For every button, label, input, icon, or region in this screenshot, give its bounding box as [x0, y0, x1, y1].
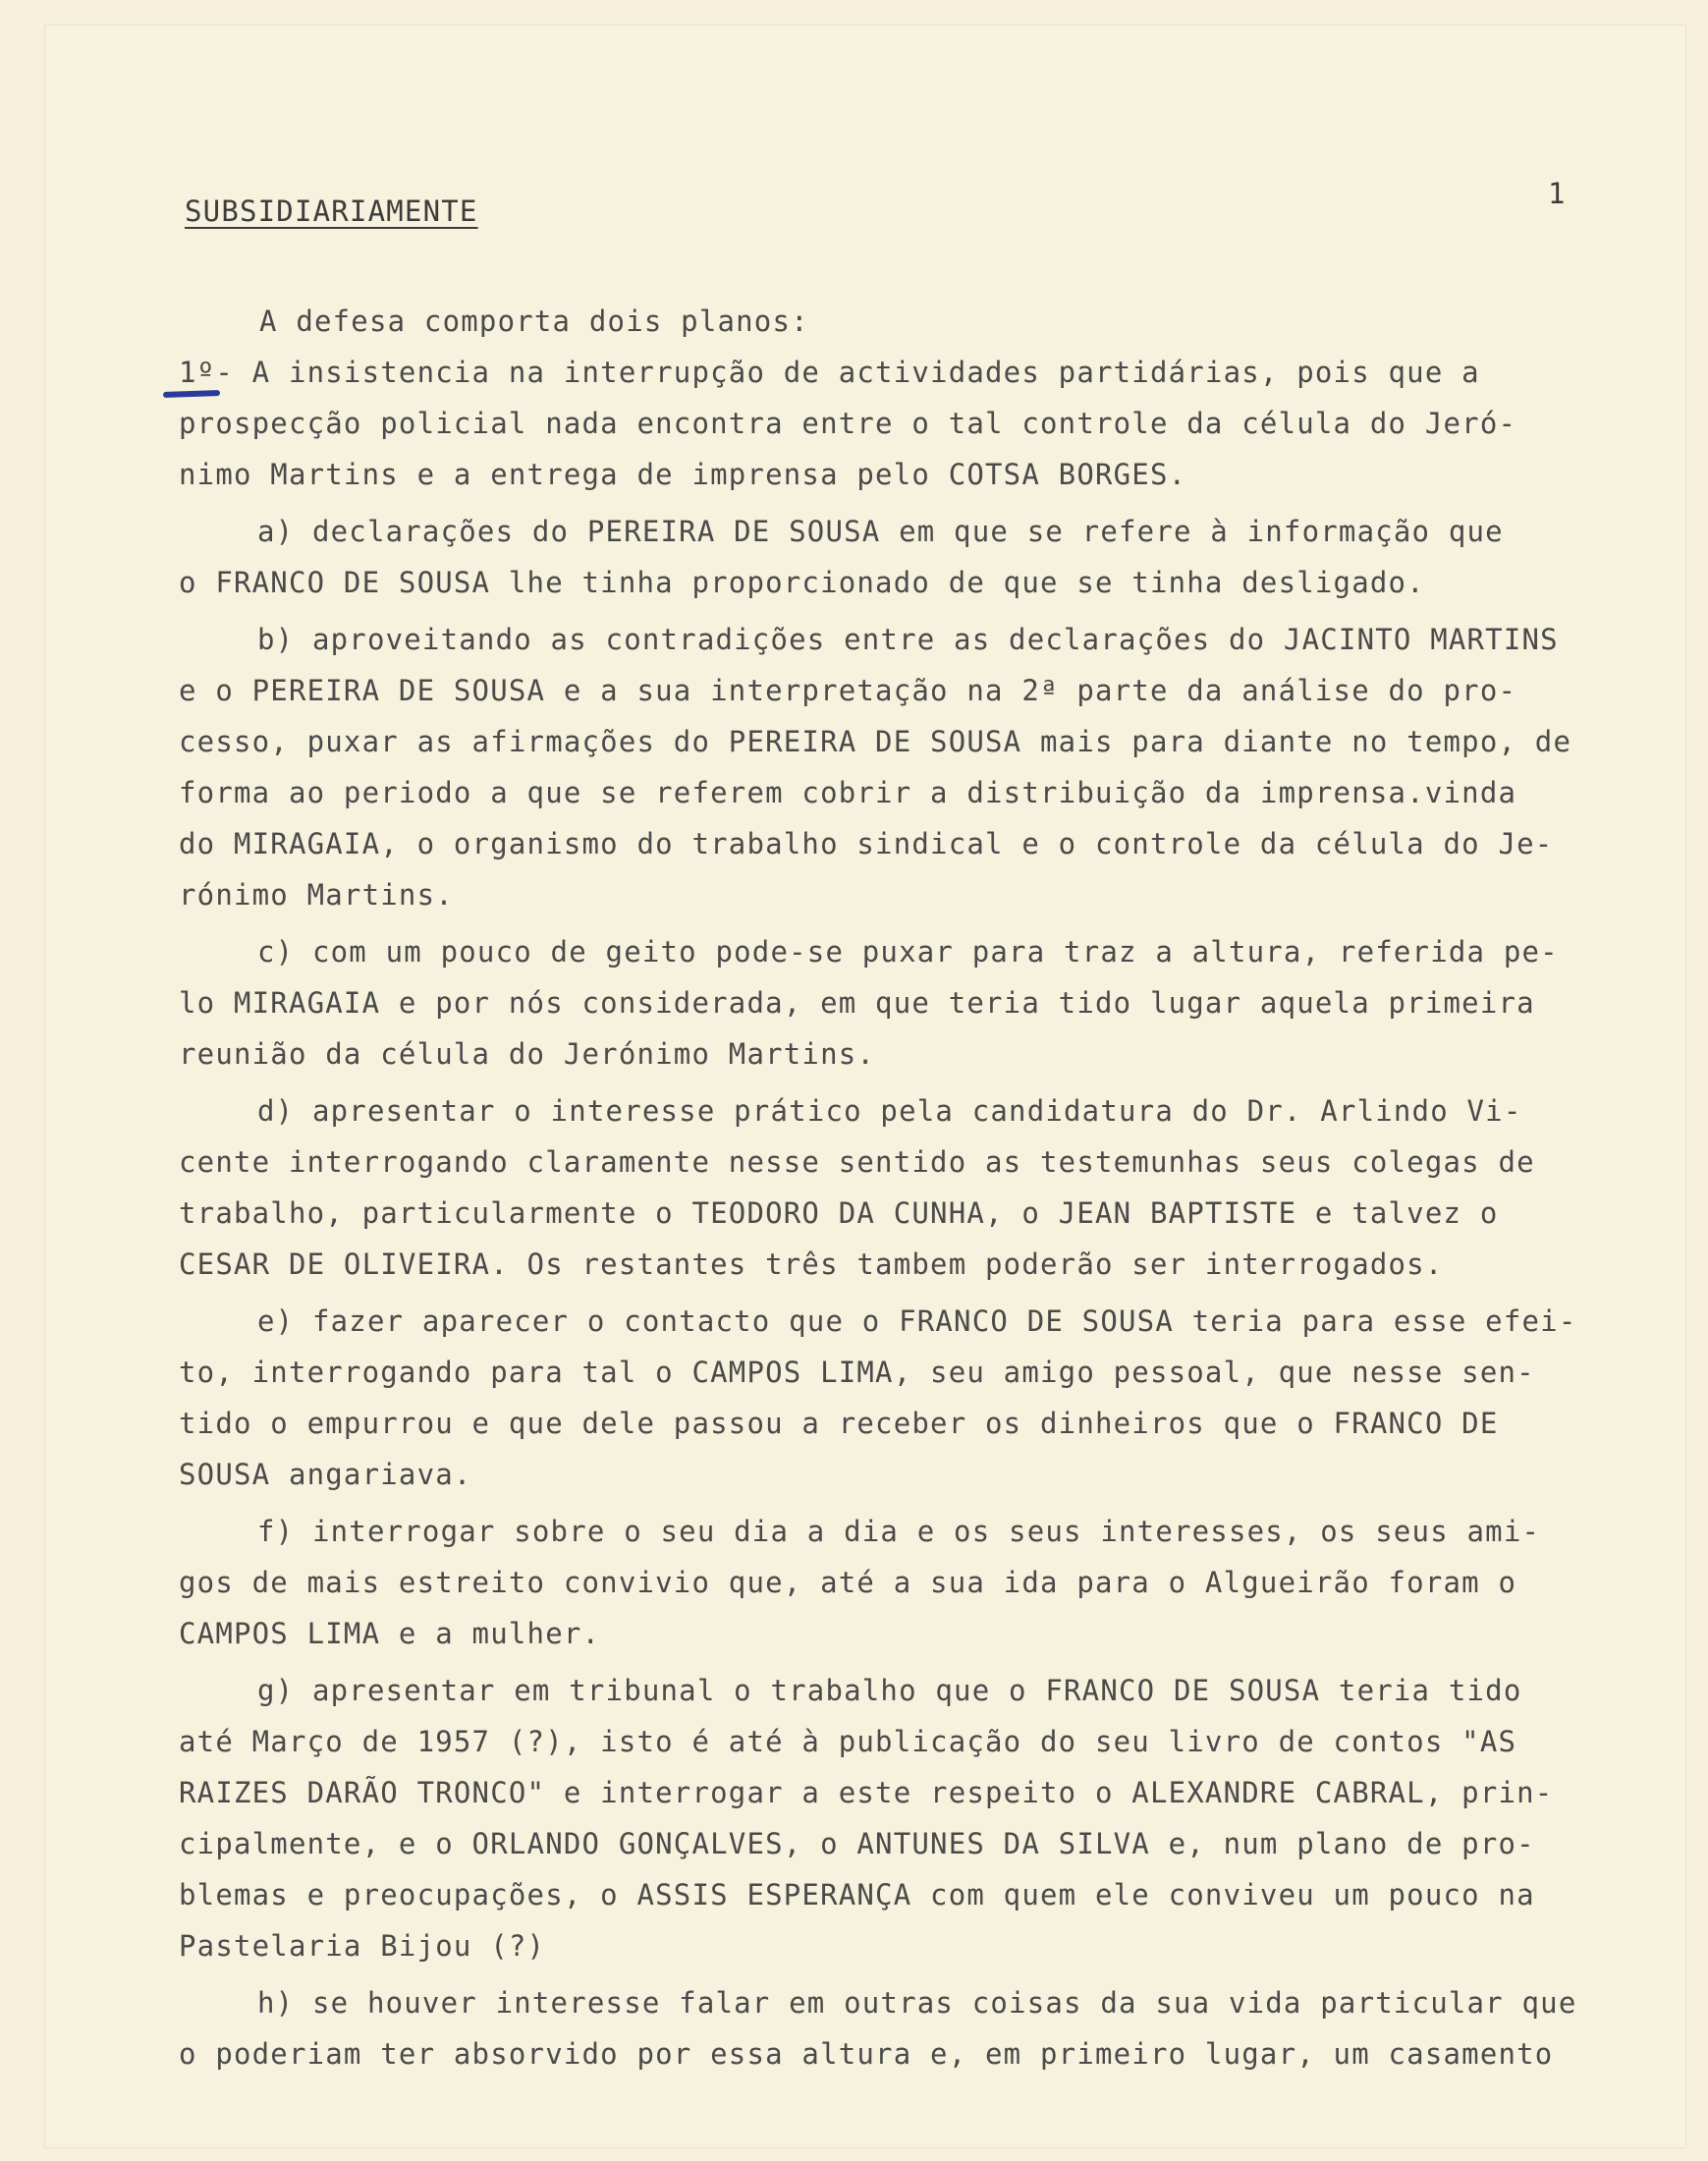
text-line: lo MIRAGAIA e por nós considerada, em que teria tido lugar aquela primeira: [179, 986, 1535, 1020]
text-line: cipalmente, e o ORLANDO GONÇALVES, o ANTUNES DA SILVA e, num plano de pro-: [179, 1827, 1535, 1860]
text-line: do MIRAGAIA, o organismo do trabalho sindical e o controle da célula do Je-: [179, 827, 1554, 860]
text-line: RAIZES DARÃO TRONCO" e interrogar a este respeito o ALEXANDRE CABRAL, prin-: [179, 1776, 1554, 1809]
text-line: blemas e preocupações, o ASSIS ESPERANÇA com quem ele conviveu um pouco na: [179, 1878, 1535, 1912]
text-line: g) apresentar em tribunal o trabalho que o FRANCO DE SOUSA teria tido: [257, 1674, 1522, 1707]
text-line: cente interrogando claramente nesse sentido as testemunhas seus colegas de: [179, 1145, 1535, 1179]
text-line: b) aproveitando as contradições entre as declarações do JACINTO MARTINS: [257, 623, 1559, 656]
text-line: CESAR DE OLIVEIRA. Os restantes três tambem poderão ser interrogados.: [179, 1247, 1444, 1281]
text-line: to, interrogando para tal o CAMPOS LIMA, seu amigo pessoal, que nesse sen-: [179, 1356, 1535, 1389]
text-line: tido o empurrou e que dele passou a receber os dinheiros que o FRANCO DE: [179, 1407, 1499, 1440]
text-line: até Março de 1957 (?), isto é até à publicação do seu livro de contos "AS: [179, 1725, 1517, 1758]
text-line: nimo Martins e a entrega de imprensa pelo COTSA BORGES.: [179, 458, 1187, 491]
text-line: A defesa comporta dois planos:: [259, 305, 809, 338]
document-heading: SUBSIDIARIAMENTE: [185, 194, 478, 228]
text-line: c) com um pouco de geito pode-se puxar para traz a altura, referida pe-: [257, 935, 1559, 969]
text-line: a) declarações do PEREIRA DE SOUSA em que se refere à informação que: [257, 515, 1504, 548]
text-line: reunião da célula do Jerónimo Martins.: [179, 1037, 876, 1071]
text-line: SOUSA angariava.: [179, 1458, 472, 1491]
text-line: e) fazer aparecer o contacto que o FRANCO DE SOUSA teria para esse efei-: [257, 1304, 1577, 1338]
text-line: cesso, puxar as afirmações do PEREIRA DE SOUSA mais para diante no tempo, de: [179, 725, 1572, 758]
page-number: 1: [1548, 177, 1567, 210]
text-line: d) apresentar o interesse prático pela candidatura do Dr. Arlindo Vi-: [257, 1094, 1522, 1128]
text-line: trabalho, particularmente o TEODORO DA CUNHA, o JEAN BAPTISTE e talvez o: [179, 1196, 1499, 1230]
text-line: h) se houver interesse falar em outras coisas da sua vida particular que: [257, 1986, 1577, 2020]
text-line: rónimo Martins.: [179, 878, 454, 912]
text-line: Pastelaria Bijou (?): [179, 1929, 546, 1963]
text-line: o FRANCO DE SOUSA lhe tinha proporcionado de que se tinha desligado.: [179, 566, 1425, 599]
text-line: o poderiam ter absorvido por essa altura e, em primeiro lugar, um casamento: [179, 2037, 1554, 2071]
text-line: 1º- A insistencia na interrupção de actividades partidárias, pois que a: [179, 356, 1480, 389]
text-line: gos de mais estreito convivio que, até a sua ida para o Algueirão foram o: [179, 1566, 1517, 1599]
text-line: CAMPOS LIMA e a mulher.: [179, 1617, 601, 1650]
text-line: forma ao periodo a que se referem cobrir a distribuição da imprensa.vinda: [179, 776, 1517, 809]
text-line: prospecção policial nada encontra entre o tal controle da célula do Jeró-: [179, 407, 1517, 440]
text-line: f) interrogar sobre o seu dia a dia e os seus interesses, os seus ami-: [257, 1515, 1541, 1548]
text-line: e o PEREIRA DE SOUSA e a sua interpretação na 2ª parte da análise do pro-: [179, 674, 1517, 707]
